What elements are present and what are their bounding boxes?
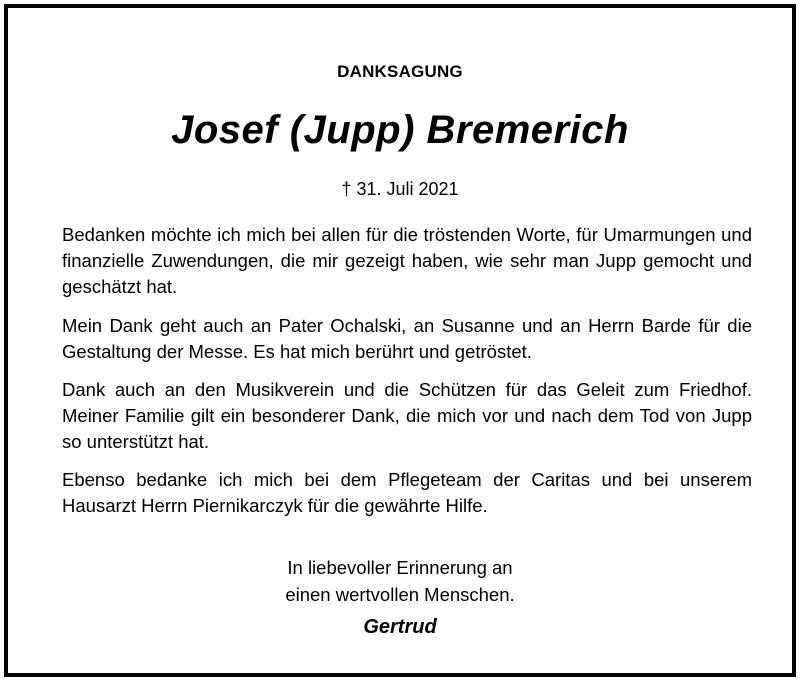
closing-line: In liebevoller Erinnerung an xyxy=(287,557,513,578)
death-date: † 31. Juli 2021 xyxy=(341,179,459,199)
thanks-paragraph: Bedanken möchte ich mich bei allen für die tröstenden Worte, für Umarmungen und finanzielle Zuwendungen, die mir gezeigt haben, wie sehr man Jupp gemocht und geschätzt hat. xyxy=(62,224,752,297)
notice-frame xyxy=(4,4,796,677)
deceased-name: Josef (Jupp) Bremerich xyxy=(171,108,629,152)
thanks-paragraph: Mein Dank geht auch an Pater Ochalski, an Susanne und an Herrn Barde für die Gestaltung der Messe. Es hat mich berührt und getröstet. xyxy=(62,315,752,362)
closing-line: einen wertvollen Menschen. xyxy=(285,584,515,605)
signature: Gertrud xyxy=(363,616,437,638)
thanks-paragraph: Ebenso bedanke ich mich bei dem Pflegeteam der Caritas und bei unserem Hausarzt Herrn Piernikarczyk für die gewährte Hilfe. xyxy=(62,469,752,516)
thanks-paragraph: Dank auch an den Musikverein und die Schützen für das Geleit zum Friedhof. Meiner Familie gilt ein besonderer Dank, die mich vor und nach dem Tod von Jupp so unterstützt hat. xyxy=(62,379,752,452)
closing-remembrance xyxy=(8,554,792,608)
notice-heading: DANKSAGUNG xyxy=(337,62,463,81)
